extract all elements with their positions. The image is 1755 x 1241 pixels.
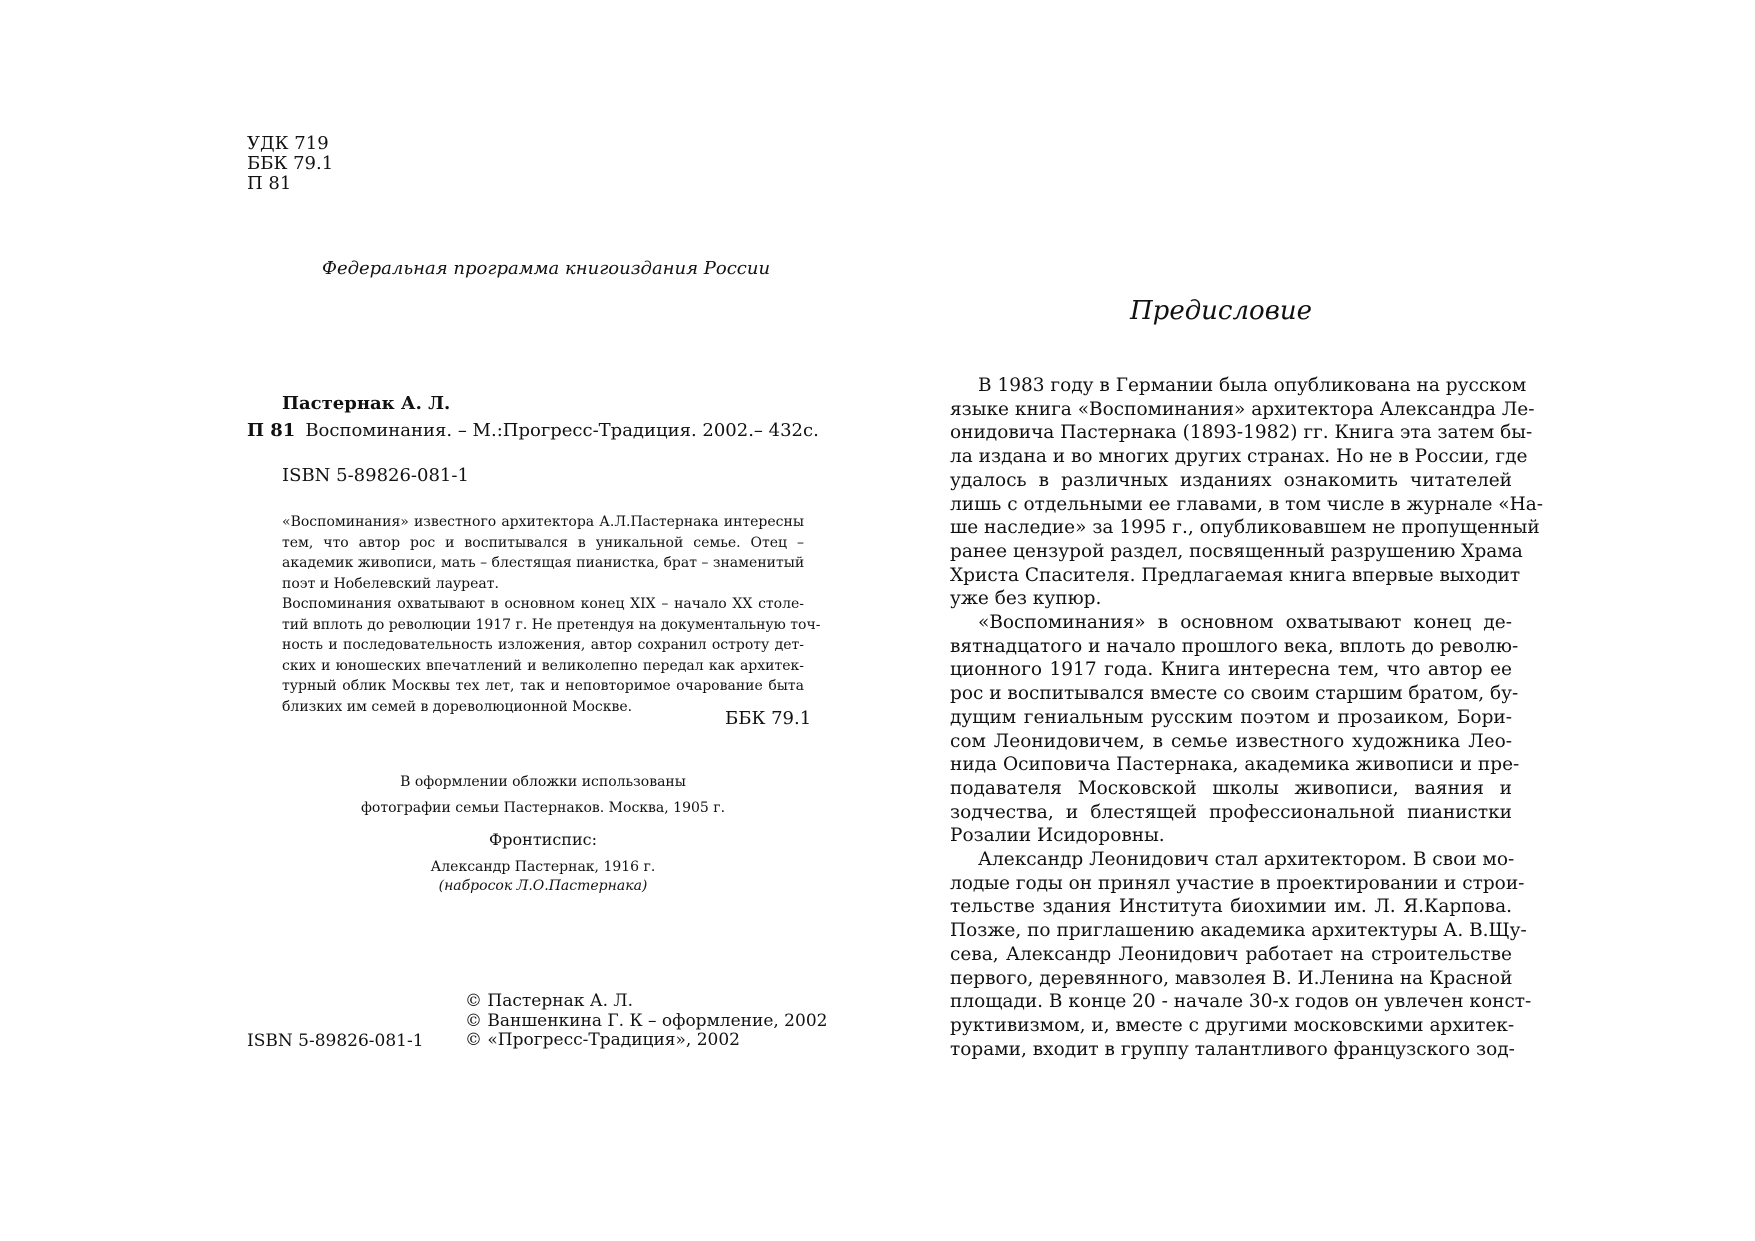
preface-line: ше наследие» за 1995 г., опубликовавшем не пропущенный xyxy=(950,517,1540,539)
preface-line: нида Осиповича Пастернака, академика живописи и пре- xyxy=(950,754,1520,776)
annotation-line: академик живописи, мать – блестящая пианистка, брат – знаменитый xyxy=(282,555,805,571)
annotation-line: «Воспоминания» известного архитектора А.Л.Пастернака интересны xyxy=(282,514,804,530)
preface-line: удалось в различных изданиях ознакомить читателей xyxy=(950,469,1512,491)
copyright-line: © Ваншенкина Г. К – оформление, 2002 xyxy=(465,1010,828,1031)
annotation xyxy=(282,512,821,717)
preface-title: Предисловие xyxy=(1130,296,1312,326)
bbk-code: ББК 79.1 xyxy=(247,153,334,174)
author-name: Пастернак А. Л. xyxy=(282,393,451,414)
catalog-code: П 81 xyxy=(247,420,296,441)
preface-line: Позже, по приглашению академика архитектуры А. В.Щу- xyxy=(950,920,1527,942)
preface-line: В 1983 году в Германии была опубликована на русском xyxy=(978,375,1527,396)
preface-line: тельстве здания Института биохимии им. Л. Я.Карпова. xyxy=(950,896,1512,918)
copyright-line: © Пастернак А. Л. xyxy=(465,991,633,1011)
annotation-line: тий вплоть до революции 1917 г. Не претендуя на документальную точ- xyxy=(282,616,821,633)
preface-line: лишь с отдельными ее главами, в том числе в журнале «На- xyxy=(950,493,1544,515)
annotation-line: поэт и Нобелевский лауреат. xyxy=(282,575,499,592)
preface-line: сом Леонидовичем, в семье известного художника Лео- xyxy=(950,730,1512,752)
annotation-line: Воспоминания охватывают в основном конец XIX – начало XX столе- xyxy=(282,596,804,612)
preface-line: руктивизмом, и, вместе с другими московскими архитек- xyxy=(950,1014,1515,1036)
preface-line: «Воспоминания» в основном охватывают конец де- xyxy=(978,612,1512,634)
annotation-line: ских и юношеских впечатлений и великолепно передал как архитек- xyxy=(282,657,804,674)
cover-note-line-2: фотографии семьи Пастернаков. Москва, 1905 г. xyxy=(360,800,726,816)
preface-line: подавателя Московской школы живописи, ваяния и xyxy=(950,777,1512,799)
frontispiece-label: Фронтиспис: xyxy=(489,830,597,849)
frontispiece-sketch-note: (набросок Л.О.Пастернака) xyxy=(438,878,648,894)
preface-line: рос и воспитывался вместе со своим старшим братом, бу- xyxy=(950,683,1519,705)
udk-code: УДК 719 xyxy=(247,133,329,154)
preface-line: онидовича Пастернака (1893-1982) гг. Книга эта затем бы- xyxy=(950,422,1533,444)
preface-line: Христа Спасителя. Предлагаемая книга впервые выходит xyxy=(950,564,1521,586)
cover-note-line-1: В оформлении обложки использованы xyxy=(400,774,686,790)
annotation-line: ность и последовательность изложения, автор сохранил остроту дет- xyxy=(282,637,804,653)
preface-line: первого, деревянного, мавзолея В. И.Ленина на Красной xyxy=(950,967,1513,989)
preface-line: ционного 1917 года. Книга интересна тем, что автор ее xyxy=(950,659,1512,681)
preface-line: вятнадцатого и начало прошлого века, вплоть до револю- xyxy=(950,635,1519,657)
preface-line: зодчества, и блестящей профессиональной пианистки xyxy=(950,801,1512,823)
preface-line: площади. В конце 20 - начале 30-х годов он увлечен конст- xyxy=(950,991,1532,1013)
catalog-entry: Воспоминания. – М.:Прогресс-Традиция. 2002.– 432с. xyxy=(305,420,819,441)
preface-line: ранее цензурой раздел, посвященный разрушению Храма xyxy=(950,540,1523,562)
preface-line: торами, входит в группу талантливого французского зод- xyxy=(950,1038,1515,1060)
preface-line: сева, Александр Леонидович работает на строительстве xyxy=(950,943,1512,965)
bbk-index: ББК 79.1 xyxy=(725,708,812,729)
classification-block xyxy=(247,134,333,194)
annotation-line: близких им семей в дореволюционной Москве. xyxy=(282,698,633,715)
isbn-bottom: ISBN 5-89826-081-1 xyxy=(247,1031,424,1051)
preface-line: дущим гениальным русским поэтом и прозаиком, Бори- xyxy=(950,706,1512,728)
isbn-top: ISBN 5-89826-081-1 xyxy=(282,465,469,486)
preface-line: Розалии Исидоровны. xyxy=(950,825,1165,847)
author-mark: П 81 xyxy=(247,173,292,194)
preface-line: ла издана и во многих других странах. Но не в России, где xyxy=(950,446,1528,468)
annotation-line: тем, что автор рос и воспитывался в уникальной семье. Отец – xyxy=(282,534,804,551)
frontispiece-caption: Александр Пастернак, 1916 г. xyxy=(430,859,656,875)
preface-line: языке книга «Воспоминания» архитектора Александра Ле- xyxy=(950,398,1535,420)
preface-line: уже без купюр. xyxy=(950,588,1102,610)
copyright-line: © «Прогресс-Традиция», 2002 xyxy=(465,1030,740,1050)
catalog-entry-line xyxy=(247,420,819,441)
copyright-block xyxy=(465,992,827,1051)
program-heading: Федеральная программа книгоиздания России xyxy=(322,258,771,279)
preface-line: Александр Леонидович стал архитектором. В свои мо- xyxy=(978,849,1515,871)
preface-body xyxy=(950,374,1544,1061)
preface-line: лодые годы он принял участие в проектировании и строи- xyxy=(950,872,1525,894)
annotation-line: турный облик Москвы тех лет, так и неповторимое очарование быта xyxy=(282,678,804,694)
